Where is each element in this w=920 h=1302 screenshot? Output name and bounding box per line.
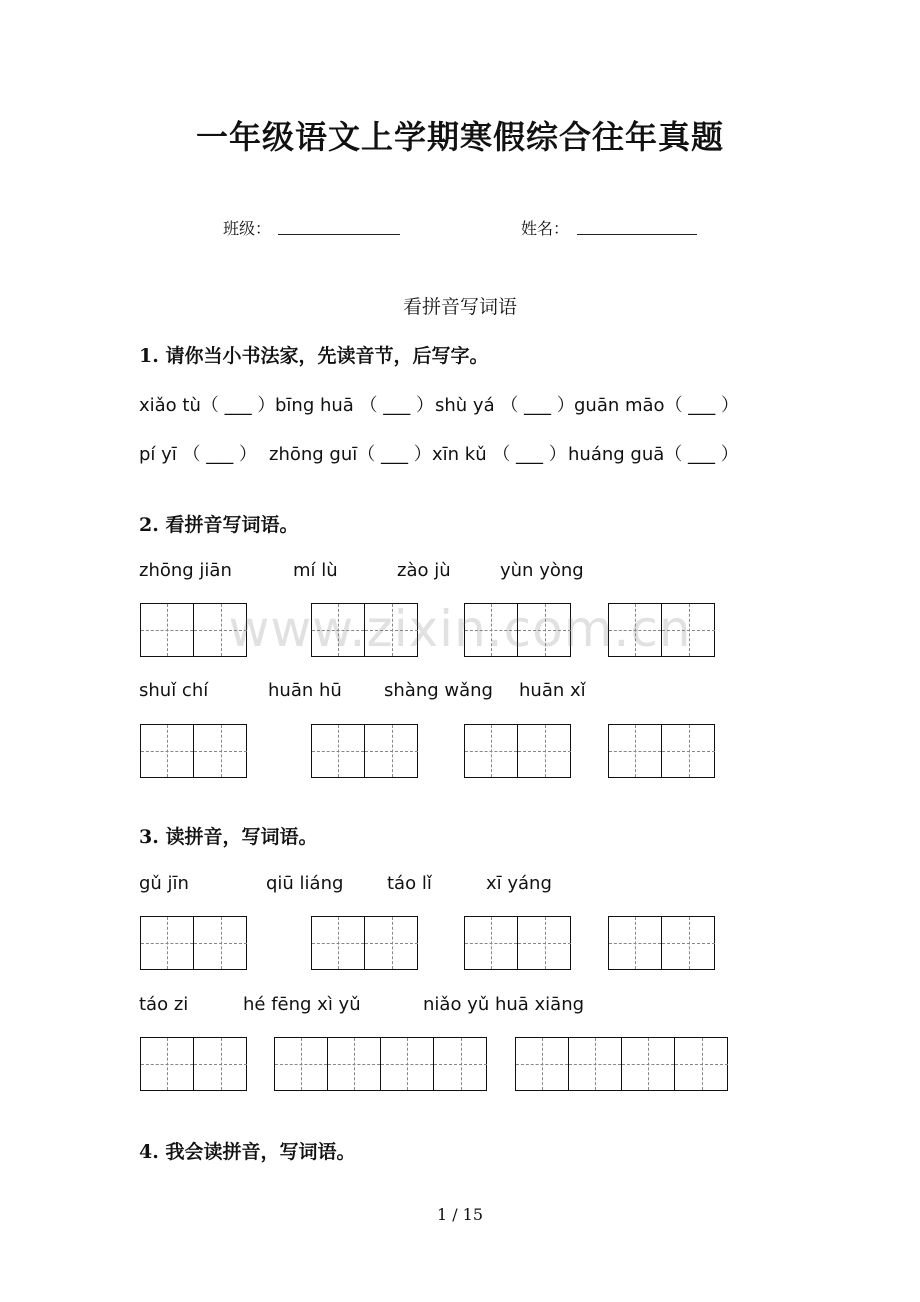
q3-pinyin-tao-zi: táo zi: [139, 994, 189, 1015]
writing-cell: [328, 1038, 381, 1090]
writing-cell: [675, 1038, 728, 1090]
watermark: www.zixin.com.cn: [228, 600, 692, 658]
writing-cell: [518, 725, 571, 777]
q3-pinyin-qiu-liang: qiū liáng: [266, 873, 344, 894]
question-2-title: 2. 看拼音写词语。: [139, 514, 299, 536]
grid-guide-line: [491, 725, 492, 777]
q2-pinyin-zao-ju: zào jù: [397, 560, 451, 581]
writing-cell: [516, 1038, 569, 1090]
writing-cell: [569, 1038, 622, 1090]
q3-pinyin-niao-yu-hua-xiang: niǎo yǔ huā xiāng: [423, 994, 585, 1015]
writing-cell: [365, 917, 418, 969]
writing-cell: [662, 725, 715, 777]
writing-cell: [141, 1038, 194, 1090]
writing-grid: [464, 724, 571, 778]
grid-guide-line: [635, 917, 636, 969]
grid-guide-line: [167, 917, 168, 969]
writing-grid: [140, 1037, 247, 1091]
writing-grid: [608, 916, 715, 970]
grid-guide-line: [545, 917, 546, 969]
q1-item-bing-hua: bīng huā （ ___ ）: [275, 395, 434, 416]
grid-guide-line: [221, 725, 222, 777]
writing-grid: [274, 1037, 487, 1091]
grid-guide-line: [338, 725, 339, 777]
name-label: 姓名：: [521, 219, 570, 238]
q2-pinyin-yun-yong: yùn yòng: [500, 560, 584, 581]
grid-guide-line: [338, 917, 339, 969]
grid-guide-line: [221, 917, 222, 969]
writing-cell: [518, 917, 571, 969]
q2-pinyin-huan-xi: huān xǐ: [519, 680, 586, 701]
grid-guide-line: [407, 1038, 408, 1090]
writing-cell: [312, 917, 365, 969]
writing-cell: [141, 725, 194, 777]
grid-guide-line: [392, 917, 393, 969]
q2-pinyin-mi-lu: mí lù: [293, 560, 338, 581]
q2-pinyin-shang-wang: shàng wǎng: [384, 680, 493, 701]
page-number: 1 / 15: [436, 1205, 484, 1224]
q2-pinyin-huan-hu: huān hū: [268, 680, 342, 701]
writing-cell: [434, 1038, 487, 1090]
page-title: 一年级语文上学期寒假综合往年真题: [195, 118, 724, 156]
grid-guide-line: [648, 1038, 649, 1090]
writing-cell: [609, 917, 662, 969]
grid-guide-line: [542, 1038, 543, 1090]
class-label: 班级：: [223, 219, 272, 238]
grid-guide-line: [392, 725, 393, 777]
writing-grid: [608, 724, 715, 778]
grid-guide-line: [689, 725, 690, 777]
q1-item-xiao-tu: xiǎo tù（ ___ ）: [139, 395, 276, 416]
q3-pinyin-gu-jin: gǔ jīn: [139, 873, 189, 894]
writing-grid: [464, 916, 571, 970]
writing-grid: [515, 1037, 728, 1091]
grid-guide-line: [545, 725, 546, 777]
question-4-title: 4. 我会读拼音，写词语。: [139, 1141, 356, 1163]
grid-guide-line: [689, 917, 690, 969]
q2-pinyin-shui-chi: shuǐ chí: [139, 680, 209, 701]
writing-cell: [465, 917, 518, 969]
question-1-title: 1. 请你当小书法家，先读音节，后写字。: [139, 345, 489, 367]
writing-cell: [622, 1038, 675, 1090]
grid-guide-line: [461, 1038, 462, 1090]
q3-pinyin-xi-yang: xī yáng: [486, 873, 552, 894]
class-blank-line: [278, 234, 400, 235]
name-blank-line: [577, 234, 697, 235]
grid-guide-line: [167, 1038, 168, 1090]
writing-cell: [662, 917, 715, 969]
q3-pinyin-tao-li: táo lǐ: [387, 873, 432, 894]
writing-grid: [311, 916, 418, 970]
q2-pinyin-zhong-jian: zhōng jiān: [139, 560, 232, 581]
grid-guide-line: [491, 917, 492, 969]
q1-item-zhong-gui: zhōng guī（ ___ ）: [269, 444, 432, 465]
grid-guide-line: [354, 1038, 355, 1090]
section-title: 看拼音写词语: [402, 296, 517, 318]
grid-guide-line: [301, 1038, 302, 1090]
writing-cell: [194, 917, 247, 969]
writing-cell: [141, 917, 194, 969]
q1-item-xin-ku: xīn kǔ （ ___ ）: [432, 444, 567, 465]
writing-grid: [311, 724, 418, 778]
q1-item-shu-ya: shù yá （ ___ ）: [435, 395, 575, 416]
writing-cell: [312, 725, 365, 777]
grid-guide-line: [595, 1038, 596, 1090]
grid-guide-line: [221, 1038, 222, 1090]
writing-cell: [275, 1038, 328, 1090]
writing-grid: [140, 724, 247, 778]
grid-guide-line: [167, 725, 168, 777]
q3-pinyin-he-feng-xi-yu: hé fēng xì yǔ: [243, 994, 361, 1015]
writing-cell: [194, 725, 247, 777]
q1-item-pi-yi: pí yī （ ___ ）: [139, 444, 257, 465]
writing-cell: [194, 1038, 247, 1090]
grid-guide-line: [635, 725, 636, 777]
question-3-title: 3. 读拼音，写词语。: [139, 826, 318, 848]
q1-item-huang-gua: huáng guā（ ___ ）: [568, 444, 739, 465]
q1-item-guan-mao: guān māo（ ___ ）: [574, 395, 740, 416]
writing-cell: [465, 725, 518, 777]
grid-guide-line: [702, 1038, 703, 1090]
writing-cell: [381, 1038, 434, 1090]
writing-grid: [140, 916, 247, 970]
writing-cell: [365, 725, 418, 777]
writing-cell: [609, 725, 662, 777]
